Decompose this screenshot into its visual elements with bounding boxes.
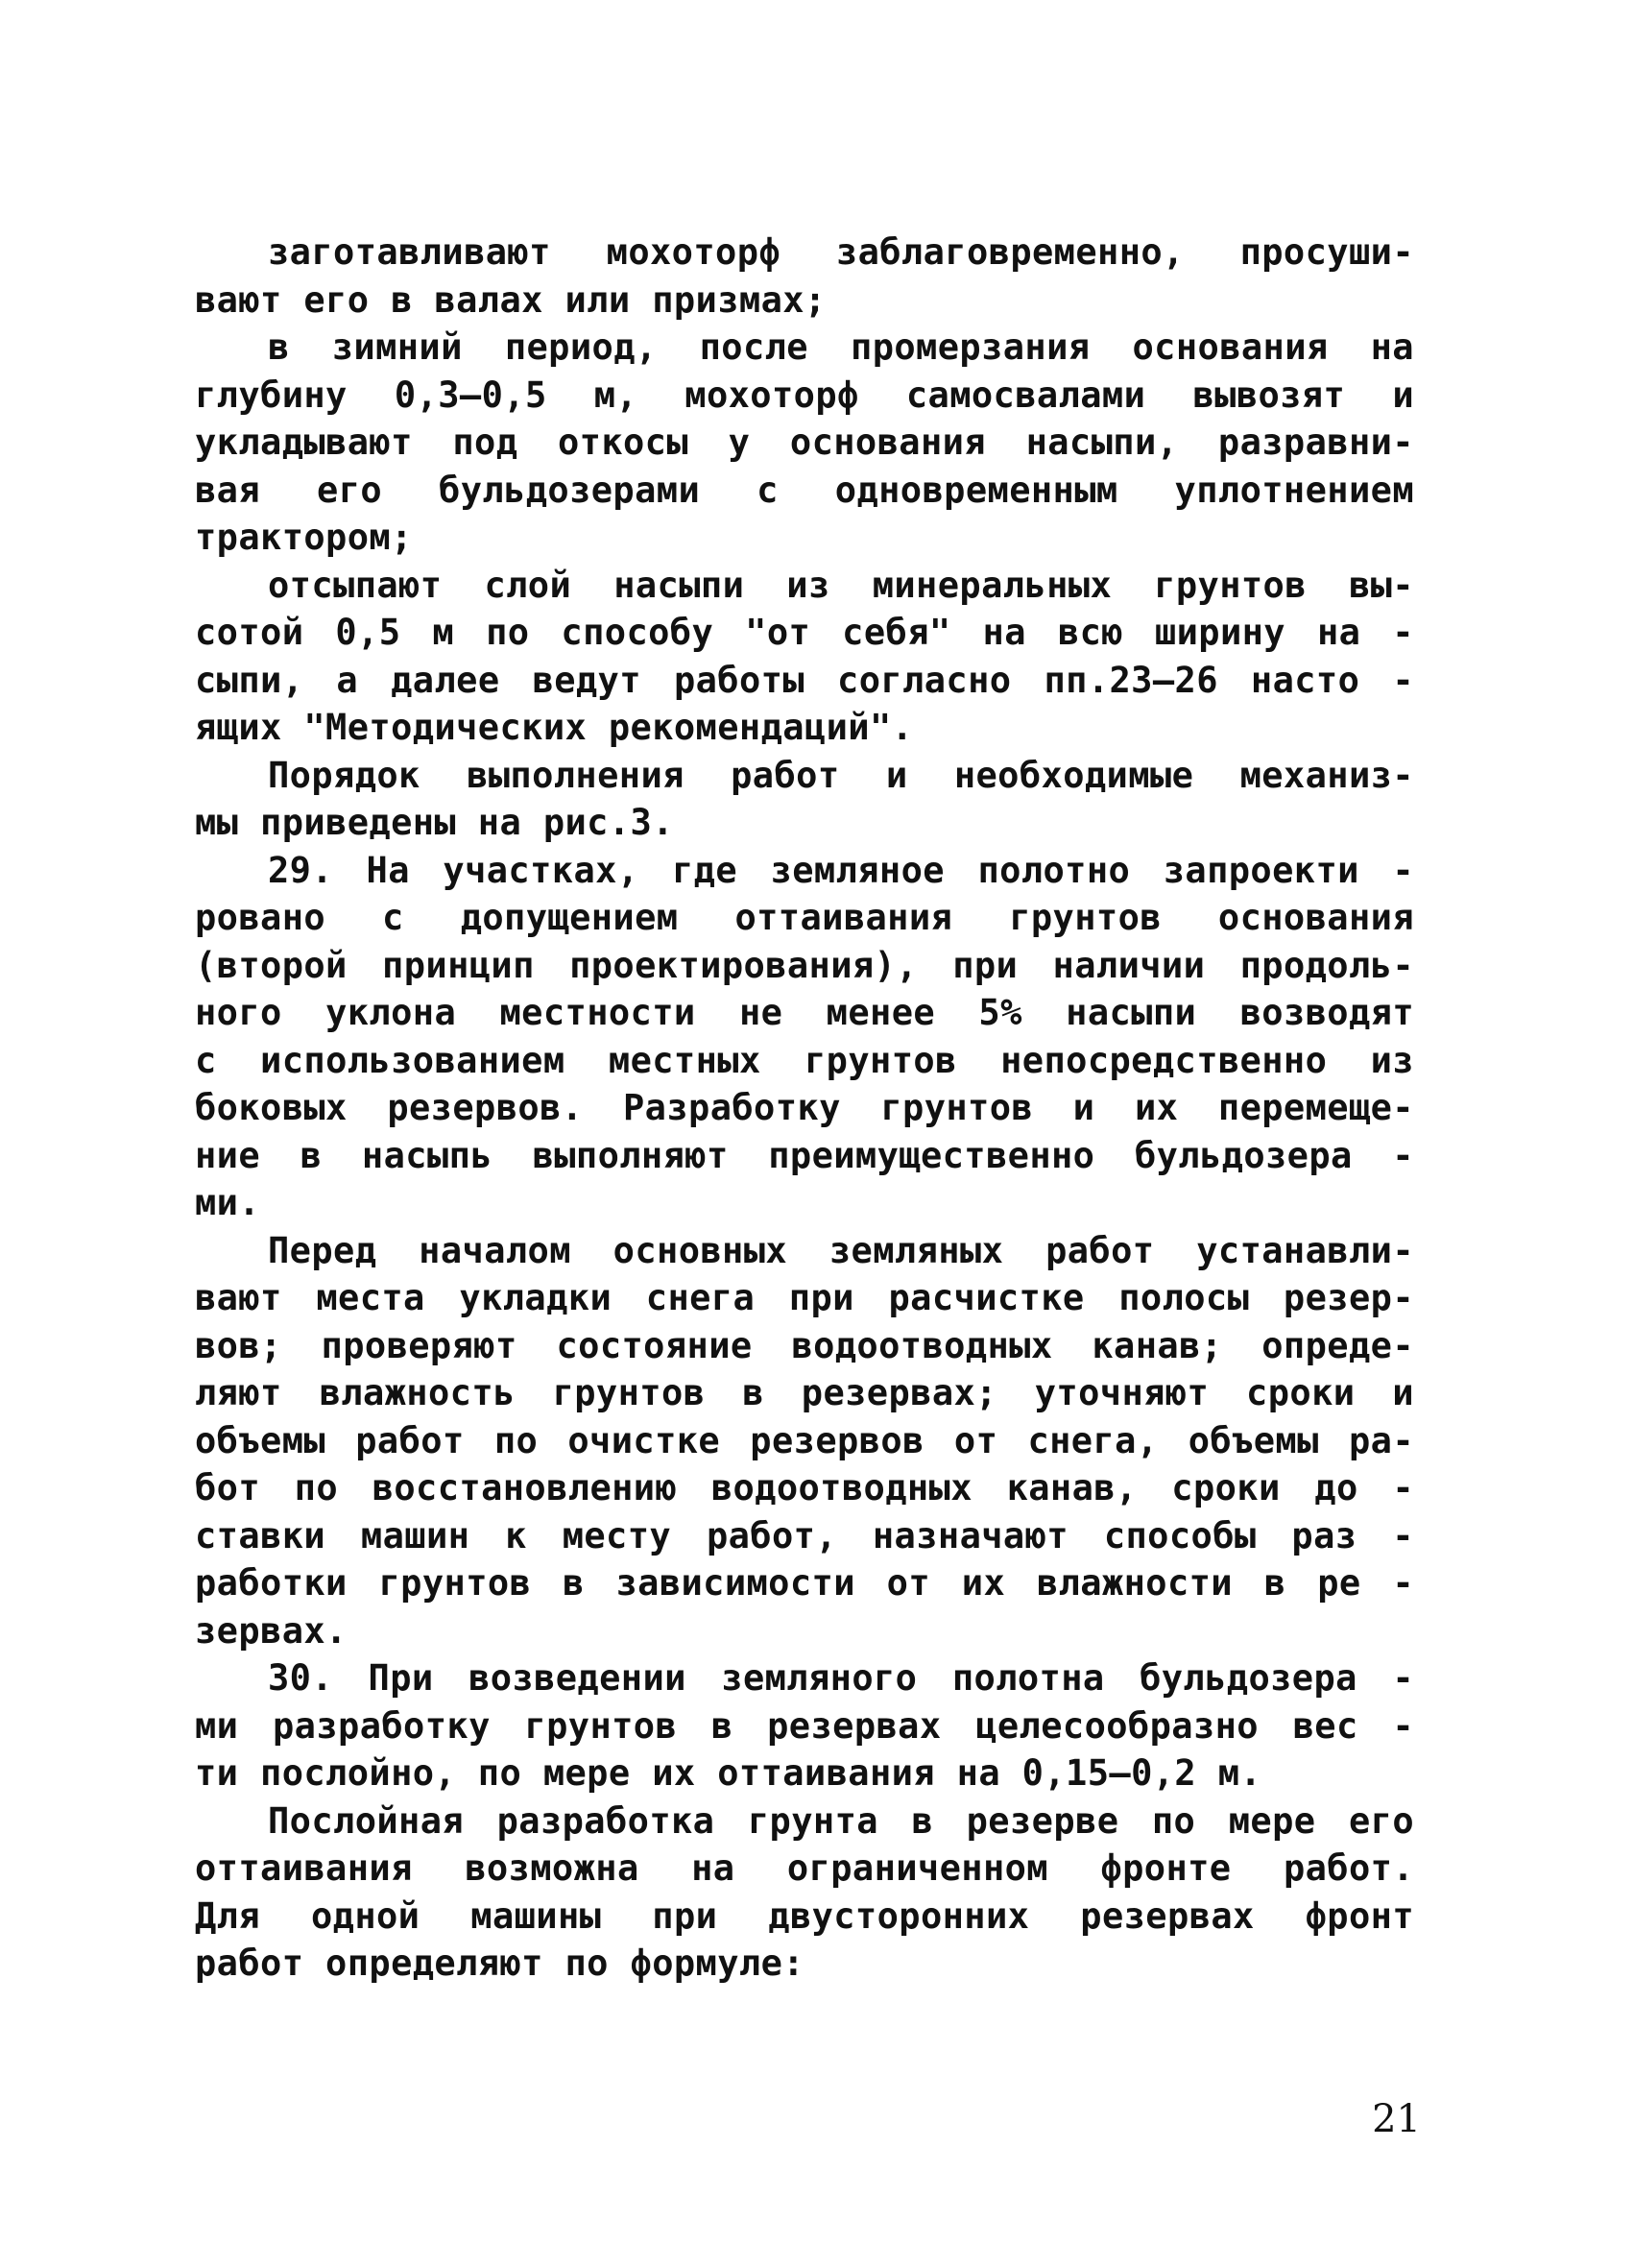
text-line: вают его в валах или призмах; <box>195 278 827 321</box>
text-line: оттаивания возможна на ограниченном фронте работ. <box>195 1847 1414 1889</box>
text-line: укладывают под откосы у основания насыпи, разравни- <box>195 422 1414 463</box>
text-line: вая его бульдозерами с одновременным уплотнением <box>195 469 1414 511</box>
text-line: ного уклона местности не менее 5% насыпи возводят <box>195 992 1414 1033</box>
text-line: объемы работ по очистке резервов от снега, объемы ра- <box>195 1419 1414 1461</box>
text-line: глубину 0,3–0,5 м, мохоторф самосвалами вывозят и <box>195 374 1414 416</box>
text-line: трактором; <box>195 517 413 558</box>
text-line: работ определяют по формуле: <box>195 1942 804 1984</box>
text-line: мы приведены на рис.3. <box>195 802 674 843</box>
text-line: Послойная разработка грунта в резерве по мере его <box>268 1799 1414 1842</box>
text-line: вов; проверяют состояние водоотводных канав; опреде- <box>195 1324 1414 1366</box>
text-line: 30. При возведении земляного полотна бульдозера - <box>268 1657 1414 1699</box>
text-line: ми. <box>195 1182 261 1223</box>
text-line: ние в насыпь выполняют преимущественно бульдозера - <box>195 1134 1414 1176</box>
text-line: ти послойно, по мере их оттаивания на 0,15–0,2 м. <box>195 1752 1262 1794</box>
text-line: ставки машин к месту работ, назначают способы раз - <box>195 1514 1414 1556</box>
text-line: боковых резервов. Разработку грунтов и их перемеще- <box>195 1087 1414 1128</box>
text-line: с использованием местных грунтов непосредственно из <box>195 1039 1414 1081</box>
text-line: Перед началом основных земляных работ устанавли- <box>268 1229 1414 1271</box>
text-line: сыпи, а далее ведут работы согласно пп.23–26 насто - <box>195 659 1414 701</box>
text-line: сотой 0,5 м по способу "от себя" на всю ширину на - <box>195 612 1414 653</box>
text-line: Для одной машины при двусторонних резервах фронт <box>195 1894 1414 1937</box>
text-line: 29. На участках, где земляное полотно запроекти - <box>268 849 1414 891</box>
text-line: бот по восстановлению водоотводных канав, сроки до - <box>195 1467 1414 1508</box>
text-line: ми разработку грунтов в резервах целесообразно вес - <box>195 1704 1414 1747</box>
text-line: ровано с допущением оттаивания грунтов основания <box>195 897 1414 938</box>
body-text <box>195 229 1414 1988</box>
text-line: работки грунтов в зависимости от их влажности в ре - <box>195 1562 1414 1604</box>
text-line: ляют влажность грунтов в резервах; уточняют сроки и <box>195 1372 1414 1413</box>
text-line: в зимний период, после промерзания основания на <box>268 326 1414 368</box>
text-line: вают места укладки снега при расчистке полосы резер- <box>195 1277 1414 1318</box>
text-line: заготавливают мохоторф заблаговременно, просуши- <box>268 231 1414 273</box>
page-number: 21 <box>1372 2097 1421 2141</box>
text-line: отсыпают слой насыпи из минеральных грунтов вы- <box>268 564 1414 606</box>
text-line: Порядок выполнения работ и необходимые механиз- <box>268 754 1414 796</box>
text-line: (второй принцип проектирования), при наличии продоль- <box>195 944 1414 986</box>
text-line: ящих "Методических рекомендаций". <box>195 707 914 748</box>
text-line: зервах. <box>195 1609 348 1652</box>
